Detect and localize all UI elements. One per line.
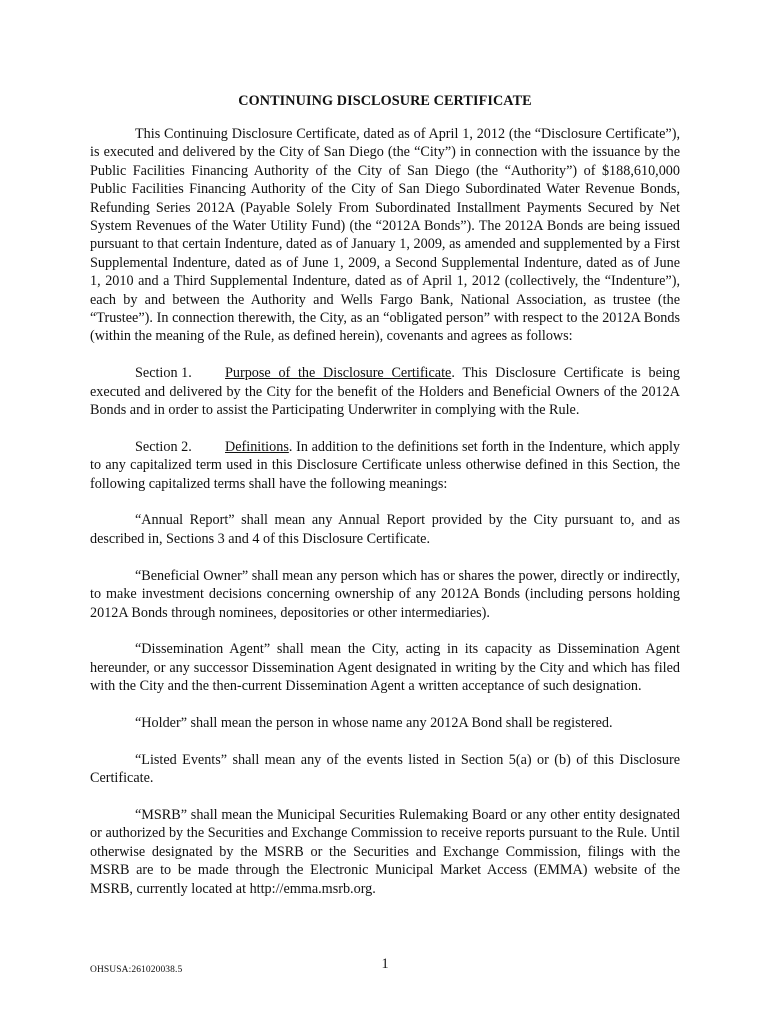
document-body (90, 125, 680, 916)
definition-annual-report: “Annual Report” shall mean any Annual Report provided by the City pursuant to, and as described in, Sections 3 and 4 of this Disclosure Certificate. (90, 512, 680, 547)
section-2-text: . In addition to the definitions set forth in the Indenture, which apply to any capitalized term used in this Disclosure Certificate unless otherwise defined in this Section, the following capitalized terms shall have the following meanings: (90, 438, 680, 492)
definition-beneficial-owner: “Beneficial Owner” shall mean any person which has or shares the power, directly or indirectly, to make investment decisions concerning ownership of any 2012A Bonds (including persons holding 2012A Bonds through nominees, depositories or other intermediaries). (90, 567, 680, 621)
section-1-number: Section 1. (135, 365, 192, 382)
page-number: 1 (381, 956, 389, 972)
section-2-number: Section 2. (135, 438, 192, 455)
section-2-title: Definitions (225, 438, 289, 455)
definition-dissemination-agent: “Dissemination Agent” shall mean the City, acting in its capacity as Dissemination Agent hereunder, or any successor Dissemination Agent designated in writing by the City and which has filed with the City and the then-current Dissemination Agent a written acceptance of such designation. (90, 641, 680, 695)
section-1-text: . This Disclosure Certificate is being executed and delivered by the City for the benefit of the Holders and Beneficial Owners of the 2012A Bonds and in order to assist the Participating Underwriter in complying with the Rule. (90, 365, 680, 419)
section-1-title: Purpose of the Disclosure Certificate (225, 365, 452, 382)
page-title: CONTINUING DISCLOSURE CERTIFICATE (238, 93, 532, 109)
section-1-paragraph (90, 364, 680, 419)
intro-paragraph: This Continuing Disclosure Certificate, dated as of April 1, 2012 (the “Disclosure Certificate”), is executed and delivered by the City of San Diego (the “City”) in connection with the issuance by the Public Facilities Financing Authority of the City of San Diego (the “Authority”) of $188,610,000 Public Facilities Financing Authority of the City of San Diego Subordinated Water Revenue Bonds, Refunding Series 2012A (Payable Solely From Subordinated Installment Payments Secured by Net System Revenues of the Water Utility Fund) (the “2012A Bonds”). The 2012A Bonds are being issued pursuant to that certain Indenture, dated as of January 1, 2009, as amended and supplemented by a First Supplemental Indenture, dated as of June 1, 2009, a Second Supplemental Indenture, dated as of June 1, 2010 and a Third Supplemental Indenture, dated as of April 1, 2012 (collectively, the “Indenture”), each by and between the Authority and Wells Fargo Bank, National Association, as trustee (the “Trustee”). In connection therewith, the City, as an “obligated person” with respect to the 2012A Bonds (within the meaning of the Rule, as defined herein), covenants and agrees as follows: (90, 126, 680, 345)
section-2-paragraph (90, 438, 680, 493)
definition-listed-events: “Listed Events” shall mean any of the events listed in Section 5(a) or (b) of this Disclosure Certificate. (90, 751, 680, 787)
definition-holder: “Holder” shall mean the person in whose name any 2012A Bond shall be registered. (135, 714, 613, 731)
definition-msrb: “MSRB” shall mean the Municipal Securities Rulemaking Board or any other entity designated or authorized by the Securities and Exchange Commission to receive reports pursuant to the Rule. Until otherwise designated by the MSRB or the Securities and Exchange Commission, filings with the MSRB are to be made through the Electronic Municipal Market Access (EMMA) website of the MSRB, currently located at http://emma.msrb.org. (90, 806, 680, 897)
footer-document-id: OHSUSA:261020038.5 (90, 965, 183, 975)
